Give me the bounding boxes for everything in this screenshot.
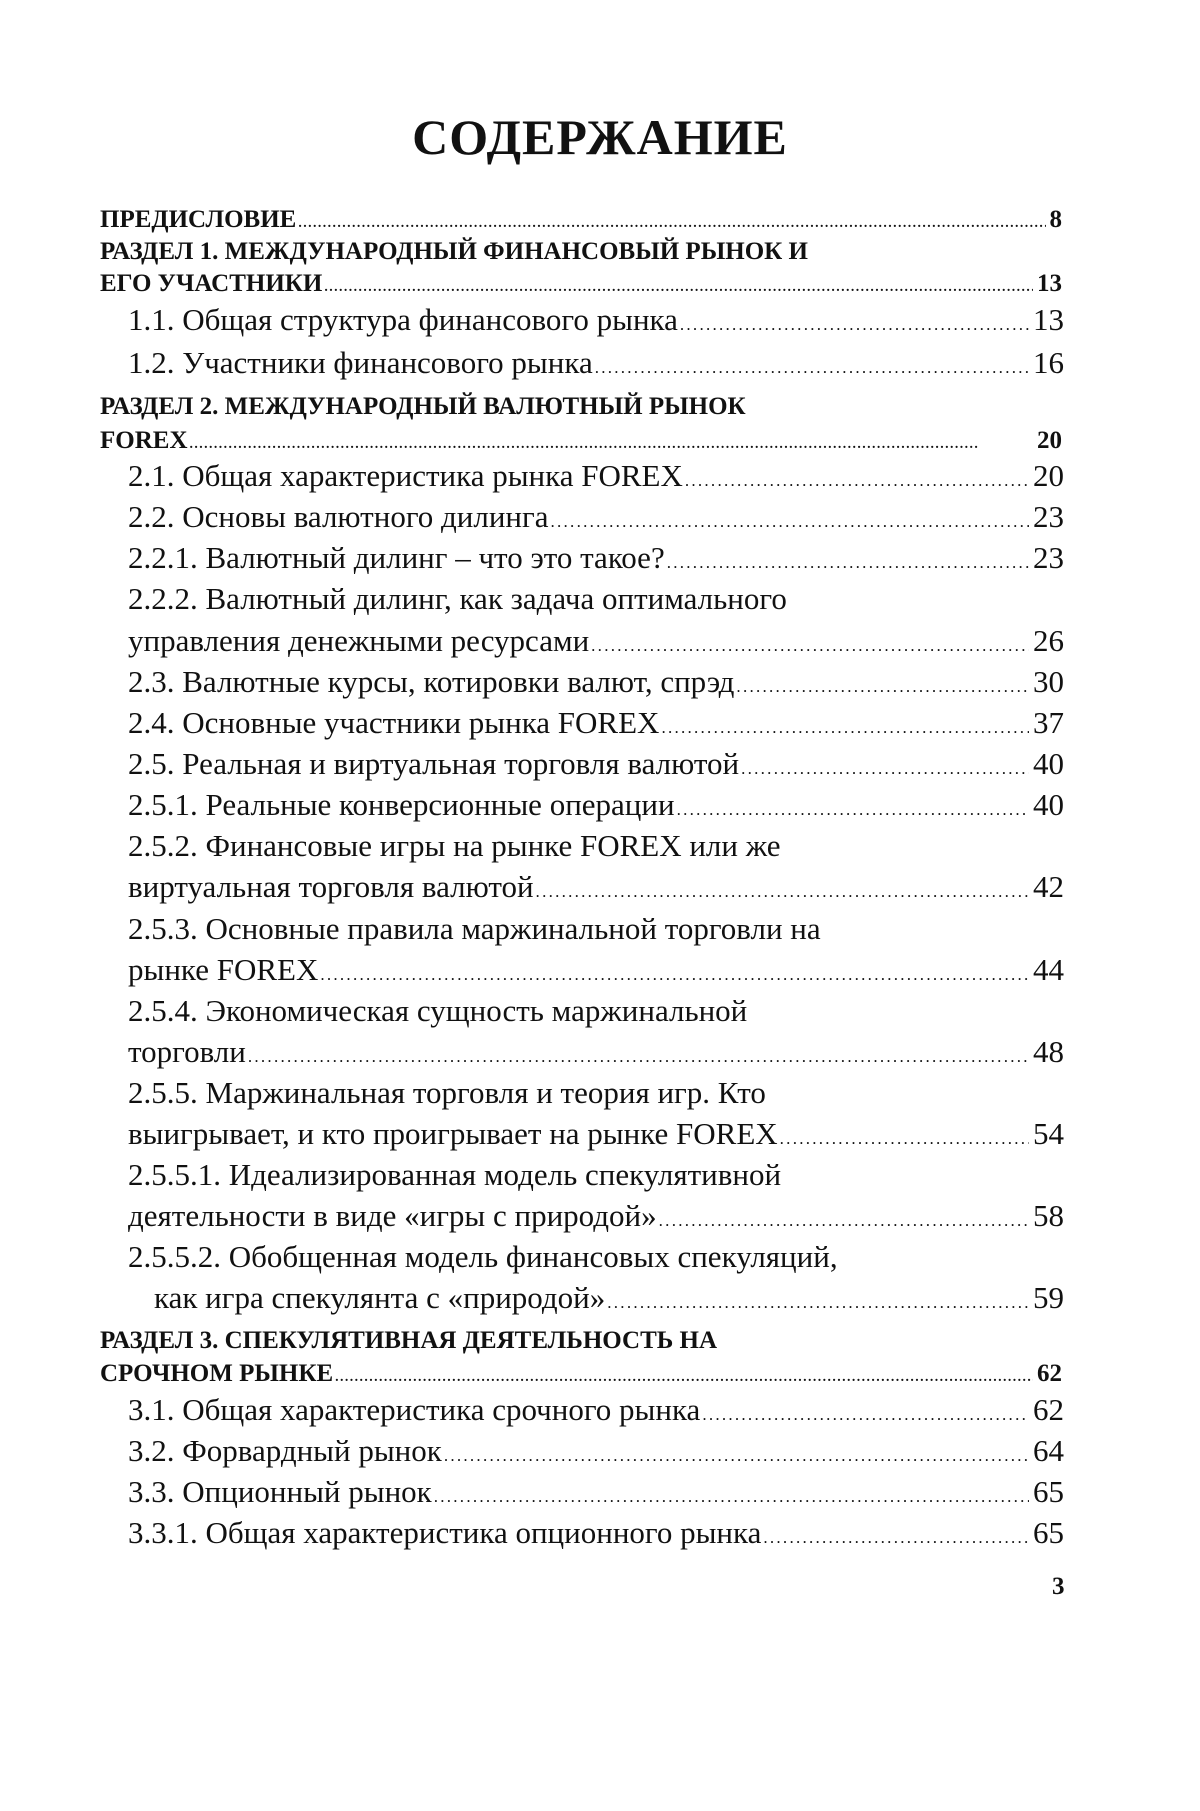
toc-dot-leader [190,427,1034,455]
toc-entry-2-5-5-1[interactable] [128,1157,781,1193]
toc-entry-label: ПРЕДИСЛОВИЕ [100,206,297,233]
toc-entry-2-5-4[interactable] [128,993,747,1029]
toc-dot-leader [595,345,1029,381]
toc-entry-label: торговли [128,1034,246,1069]
toc-entry-section-3[interactable] [100,1327,717,1355]
toc-entry-label: 2.2.2. Валютный дилинг, как задача оптимального [128,581,787,616]
toc-dot-leader [607,1280,1029,1316]
toc-dot-leader [324,270,1033,298]
toc-entry-label: 2.5.5.1. Идеализированная модель спекулятивной [128,1157,782,1192]
toc-entry-page: 54 [1033,1116,1064,1151]
toc-dot-leader [661,705,1029,741]
toc-dot-leader [736,664,1029,700]
toc-entry-label: рынке FOREX [128,952,319,987]
toc-entry-page: 48 [1033,1034,1064,1069]
toc-entry-section-1-cont[interactable] [100,270,1062,298]
toc-entry-label: 3.2. Форвардный рынок [128,1433,442,1468]
toc-entry-label: 2.4. Основные участники рынка FOREX [128,705,660,740]
toc-entry-page: 40 [1033,787,1064,822]
toc-dot-leader [702,1392,1029,1428]
toc-entry-label: ЕГО УЧАСТНИКИ [100,270,323,297]
toc-entry-2-2-1[interactable] [128,540,1064,576]
toc-entry-page: 58 [1033,1198,1064,1233]
toc-entry-page: 65 [1033,1515,1064,1550]
toc-dot-leader [677,787,1029,823]
toc-entry-preface[interactable] [100,206,1062,234]
toc-entry-page: 62 [1033,1392,1064,1427]
toc-entry-page: 37 [1033,705,1064,740]
toc-entry-label: 2.3. Валютные курсы, котировки валют, спрэд [128,664,735,699]
toc-entry-label: 2.1. Общая характеристика рынка FOREX [128,458,683,493]
toc-entry-label: РАЗДЕЛ 1. МЕЖДУНАРОДНЫЙ ФИНАНСОВЫЙ РЫНОК И [100,238,808,265]
toc-entry-2-3[interactable] [128,664,1064,700]
toc-entry-label: 2.5.5.2. Обобщенная модель финансовых спекуляций, [128,1239,838,1274]
toc-entry-section-1[interactable] [100,238,808,266]
toc-dot-leader [335,1360,1033,1388]
toc-entry-2-4[interactable] [128,705,1064,741]
toc-entry-label: виртуальная торговля валютой [128,869,534,904]
toc-entry-label: 3.3. Опционный рынок [128,1474,432,1509]
toc-entry-label: 3.3.1. Общая характеристика опционного рынка [128,1515,762,1550]
toc-entry-2-2-2-cont[interactable] [128,623,1064,659]
toc-entry-section-2[interactable] [100,393,746,421]
toc-entry-3-3-1[interactable] [128,1515,1064,1551]
toc-dot-leader [685,458,1029,494]
toc-entry-page: 40 [1033,746,1064,781]
toc-dot-leader [667,540,1029,576]
toc-dot-leader [659,1198,1029,1234]
toc-dot-leader [591,623,1029,659]
toc-entry-label: 2.5.3. Основные правила маржинальной торговли на [128,911,821,946]
toc-entry-2-5-3[interactable] [128,911,821,947]
toc-entry-page: 30 [1033,664,1064,699]
toc-dot-leader [763,1515,1029,1551]
toc-entry-3-3[interactable] [128,1474,1064,1510]
toc-entry-page: 64 [1033,1433,1064,1468]
toc-entry-label: 2.5.5. Маржинальная торговля и теория игр. Кто [128,1075,766,1110]
toc-entry-2-5-1[interactable] [128,787,1064,823]
toc-entry-label: 2.2.1. Валютный дилинг – что это такое? [128,540,665,575]
toc-entry-1-1[interactable] [128,302,1064,338]
toc-entry-2-5-5[interactable] [128,1075,766,1111]
toc-dot-leader [680,302,1029,338]
toc-dot-leader [741,746,1029,782]
toc-dot-leader [248,1034,1029,1070]
toc-entry-page: 13 [1033,302,1064,337]
toc-entry-label: 1.1. Общая структура финансового рынка [128,302,678,337]
toc-entry-page: 62 [1037,1360,1062,1387]
toc-entry-2-5-2[interactable] [128,828,781,864]
toc-entry-page: 44 [1033,952,1064,987]
toc-entry-label: деятельности в виде «игры с природой» [128,1198,657,1233]
toc-entry-section-3-cont[interactable] [100,1360,1062,1388]
toc-dot-leader [434,1474,1029,1510]
toc-entry-label: выигрывает, и кто проигрывает на рынке FOREX [128,1116,778,1151]
toc-entry-label: СРОЧНОМ РЫНКЕ [100,1360,334,1387]
toc-entry-page: 20 [1033,458,1064,493]
toc-entry-2-2[interactable] [128,499,1064,535]
toc-entry-section-2-cont[interactable] [100,427,1062,455]
toc-entry-label: 1.2. Участники финансового рынка [128,345,593,380]
toc-entry-page: 42 [1033,869,1064,904]
toc-entry-2-5-5-1-cont[interactable] [128,1198,1064,1234]
toc-entry-2-2-2[interactable] [128,581,787,617]
toc-entry-3-2[interactable] [128,1433,1064,1469]
toc-entry-page: 23 [1033,499,1064,534]
toc-entry-page: 23 [1033,540,1064,575]
page-title: СОДЕРЖАНИЕ [412,109,788,165]
toc-entry-label: РАЗДЕЛ 2. МЕЖДУНАРОДНЫЙ ВАЛЮТНЫЙ РЫНОК [100,393,746,420]
toc-entry-page: 20 [1037,427,1062,454]
toc-entry-label: 2.5.2. Финансовые игры на рынке FOREX или же [128,828,781,863]
toc-entry-label: 3.1. Общая характеристика срочного рынка [128,1392,701,1427]
toc-entry-2-5-5-2-cont[interactable] [154,1280,1064,1316]
toc-entry-label: 2.5.1. Реальные конверсионные операции [128,787,675,822]
toc-entry-3-1[interactable] [128,1392,1064,1428]
toc-entry-2-1[interactable] [128,458,1064,494]
toc-entry-label: 2.2. Основы валютного дилинга [128,499,549,534]
toc-dot-leader [551,499,1030,535]
toc-entry-label: РАЗДЕЛ 3. СПЕКУЛЯТИВНАЯ ДЕЯТЕЛЬНОСТЬ НА [100,1327,718,1354]
toc-entry-page: 65 [1033,1474,1064,1509]
toc-entry-2-5-3-cont[interactable] [128,952,1064,988]
toc-entry-2-5-5-2[interactable] [128,1239,838,1275]
toc-dot-leader [298,206,1045,234]
page-number: 3 [1052,1573,1065,1600]
toc-entry-2-5-5-cont[interactable] [128,1116,1064,1152]
toc-entry-page: 13 [1037,270,1062,297]
toc-entry-page: 16 [1033,345,1064,380]
toc-entry-page: 8 [1049,206,1062,233]
toc-entry-page: 26 [1033,623,1064,658]
toc-entry-label: 2.5.4. Экономическая сущность маржинальной [128,993,748,1028]
toc-dot-leader [536,869,1029,905]
toc-entry-label: FOREX [100,427,188,454]
toc-dot-leader [320,952,1029,988]
toc-dot-leader [444,1433,1029,1469]
toc-entry-label: управления денежными ресурсами [128,623,590,658]
toc-entry-label: 2.5. Реальная и виртуальная торговля валютой [128,746,740,781]
toc-entry-1-2[interactable] [128,345,1064,381]
toc-entry-2-5-2-cont[interactable] [128,869,1064,905]
toc-entry-label: как игра спекулянта с «природой» [154,1280,606,1315]
toc-entry-page: 59 [1033,1280,1064,1315]
toc-entry-2-5-4-cont[interactable] [128,1034,1064,1070]
toc-entry-2-5[interactable] [128,746,1064,782]
toc-dot-leader [780,1116,1029,1152]
